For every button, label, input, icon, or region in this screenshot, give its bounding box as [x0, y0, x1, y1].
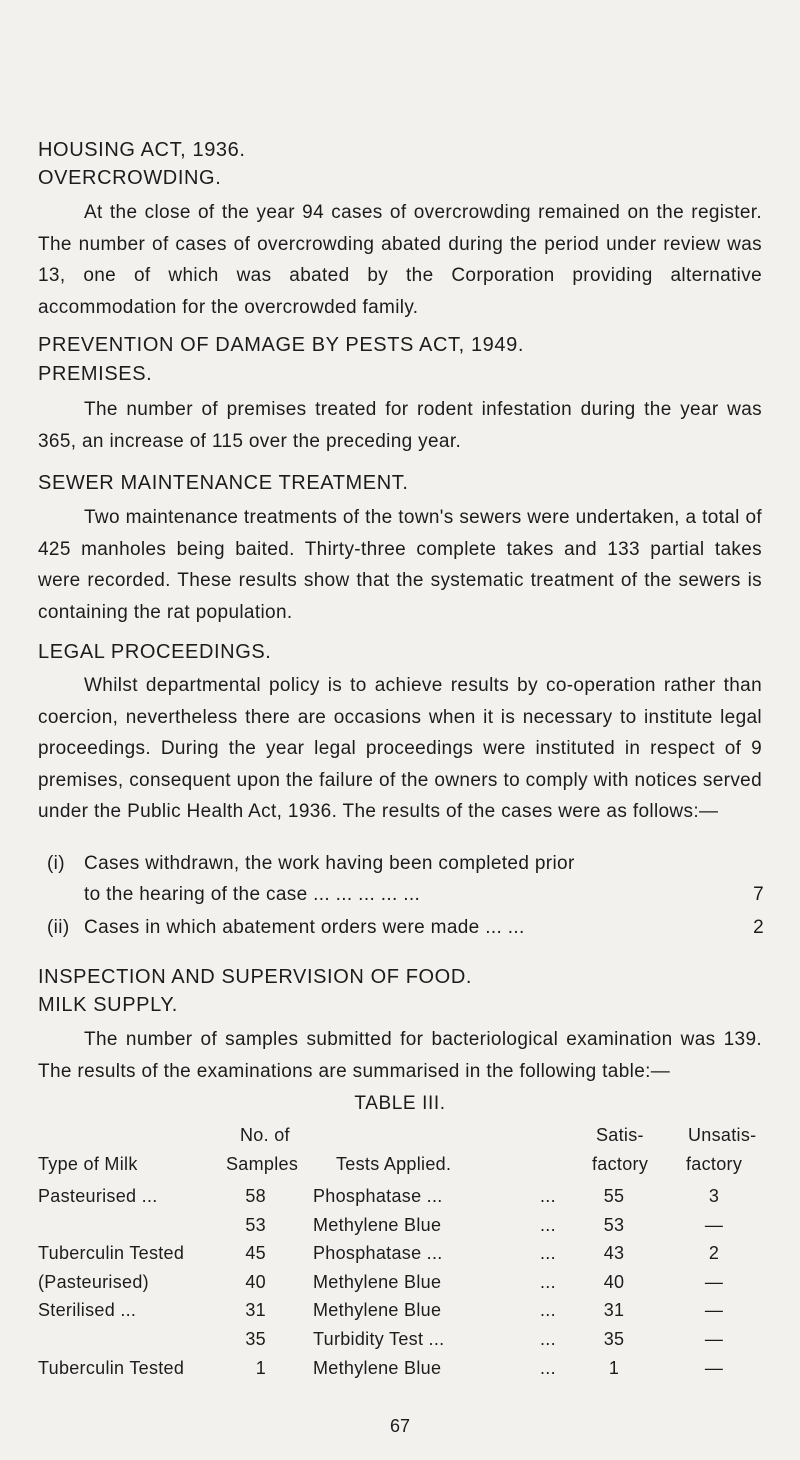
- cell-test: Phosphatase ...: [313, 1243, 443, 1264]
- cell-dots: ...: [540, 1300, 556, 1321]
- cell-test: Methylene Blue: [313, 1214, 442, 1235]
- legal-item-1-text: Cases withdrawn, the work having been completed prior: [84, 853, 575, 874]
- legal-item-2: [0, 917, 800, 947]
- food-body: The number of samples submitted for bacteriological examination was 139. The results of the examinations are summarised in the following table:—: [38, 1029, 762, 1082]
- header-unsatisfactory: factory: [686, 1154, 743, 1174]
- legal-body: Whilst departmental policy is to achieve results by co-operation rather than coercion, nevertheless there are occasions when it is necessary to institute legal proceedings. During the year legal proceedings were instituted in respect of 9 premises, consequent upon the failure of the owners to comply with notices served under the Public Health Act, 1936. The results of the cases were as follows:—: [38, 675, 762, 822]
- header-type-of-milk: Type of Milk: [38, 1154, 138, 1174]
- page-number: 67: [389, 1416, 411, 1436]
- cell-samples: 58: [245, 1186, 266, 1206]
- cell-satisfactory: 43: [603, 1243, 625, 1264]
- cell-dots: ...: [540, 1214, 556, 1235]
- sewer-paragraph: [38, 502, 762, 628]
- cell-unsatisfactory: —: [704, 1329, 724, 1349]
- cell-type: Tuberculin Tested: [38, 1357, 185, 1378]
- cell-type: Sterilised ...: [38, 1300, 137, 1321]
- cell-samples: 1: [255, 1357, 266, 1378]
- header-unsatisfactory-line1: Unsatis-: [688, 1125, 757, 1145]
- cell-satisfactory: 35: [603, 1329, 625, 1349]
- legal-item-1-continued: [0, 884, 800, 914]
- cell-test: Phosphatase ...: [313, 1186, 443, 1206]
- cell-unsatisfactory: —: [704, 1271, 724, 1292]
- cell-unsatisfactory: —: [704, 1214, 724, 1235]
- legal-item-1: [0, 853, 800, 883]
- sewer-title: SEWER MAINTENANCE TREATMENT.: [38, 472, 409, 494]
- cell-samples: 35: [245, 1329, 266, 1349]
- cell-unsatisfactory: —: [704, 1357, 724, 1378]
- food-title: INSPECTION AND SUPERVISION OF FOOD.: [38, 966, 473, 988]
- cell-satisfactory: 53: [603, 1214, 625, 1235]
- pests-subtitle: PREMISES.: [38, 363, 153, 385]
- legal-paragraph: [38, 670, 762, 828]
- cell-unsatisfactory: —: [704, 1300, 724, 1321]
- cell-dots: ...: [540, 1271, 556, 1292]
- pests-body: The number of premises treated for rodent infestation during the year was 365, an increase of 115 over the preceding year.: [38, 399, 762, 452]
- pests-paragraph: [38, 394, 762, 457]
- cell-dots: ...: [540, 1357, 556, 1378]
- cell-unsatisfactory: 2: [708, 1243, 720, 1264]
- cell-satisfactory: 31: [603, 1300, 625, 1321]
- food-paragraph: [38, 1024, 762, 1087]
- housing-body: At the close of the year 94 cases of overcrowding remained on the register. The number of cases of overcrowding abated during the period under review was 13, one of which was abated by the Corporation providing alternative accommodation for the overcrowded family.: [38, 202, 762, 318]
- housing-subtitle: OVERCROWDING.: [38, 167, 222, 189]
- legal-item-2-value: 2: [753, 917, 764, 938]
- cell-samples: 53: [245, 1214, 266, 1235]
- cell-test: Methylene Blue: [313, 1271, 442, 1292]
- legal-title: LEGAL PROCEEDINGS.: [38, 641, 272, 663]
- cell-satisfactory: 55: [603, 1186, 625, 1206]
- legal-item-1-number: (i): [47, 853, 65, 874]
- cell-samples: 40: [245, 1271, 266, 1292]
- table-title: TABLE III.: [354, 1093, 446, 1114]
- header-satisfactory-line1: Satis-: [596, 1125, 644, 1145]
- cell-samples: 31: [245, 1300, 266, 1321]
- header-satisfactory: factory: [592, 1154, 649, 1174]
- food-subtitle: MILK SUPPLY.: [38, 994, 178, 1016]
- cell-dots: ...: [540, 1243, 556, 1264]
- cell-test: Methylene Blue: [313, 1300, 442, 1321]
- header-tests-applied: Tests Applied.: [336, 1154, 452, 1174]
- housing-title: HOUSING ACT, 1936.: [38, 139, 246, 161]
- cell-satisfactory: 1: [608, 1357, 620, 1378]
- cell-test: Turbidity Test ...: [313, 1329, 445, 1349]
- cell-type: (Pasteurised): [38, 1271, 149, 1292]
- cell-dots: ...: [540, 1329, 556, 1349]
- cell-test: Methylene Blue: [313, 1357, 442, 1378]
- cell-dots: ...: [540, 1186, 556, 1206]
- cell-type: Pasteurised ...: [38, 1186, 158, 1206]
- pests-title: PREVENTION OF DAMAGE BY PESTS ACT, 1949.: [38, 334, 524, 356]
- housing-paragraph: [38, 197, 762, 323]
- cell-type: Tuberculin Tested: [38, 1243, 185, 1264]
- header-samples: Samples: [226, 1154, 299, 1174]
- legal-item-1-text-line2: to the hearing of the case ... ... ... ... ...: [84, 884, 421, 905]
- sewer-body: Two maintenance treatments of the town's sewers were undertaken, a total of 425 manholes being baited. Thirty-three complete takes and 133 partial takes were recorded. These results show that the systematic treatment of the sewers is containing the rat population.: [38, 507, 762, 623]
- legal-item-2-number: (ii): [47, 917, 70, 938]
- cell-samples: 45: [245, 1243, 266, 1264]
- legal-item-1-value: 7: [753, 884, 764, 905]
- header-samples-line1: No. of: [240, 1125, 290, 1145]
- cell-unsatisfactory: 3: [708, 1186, 720, 1206]
- legal-item-2-text: Cases in which abatement orders were made ... ...: [84, 917, 525, 938]
- cell-satisfactory: 40: [603, 1271, 625, 1292]
